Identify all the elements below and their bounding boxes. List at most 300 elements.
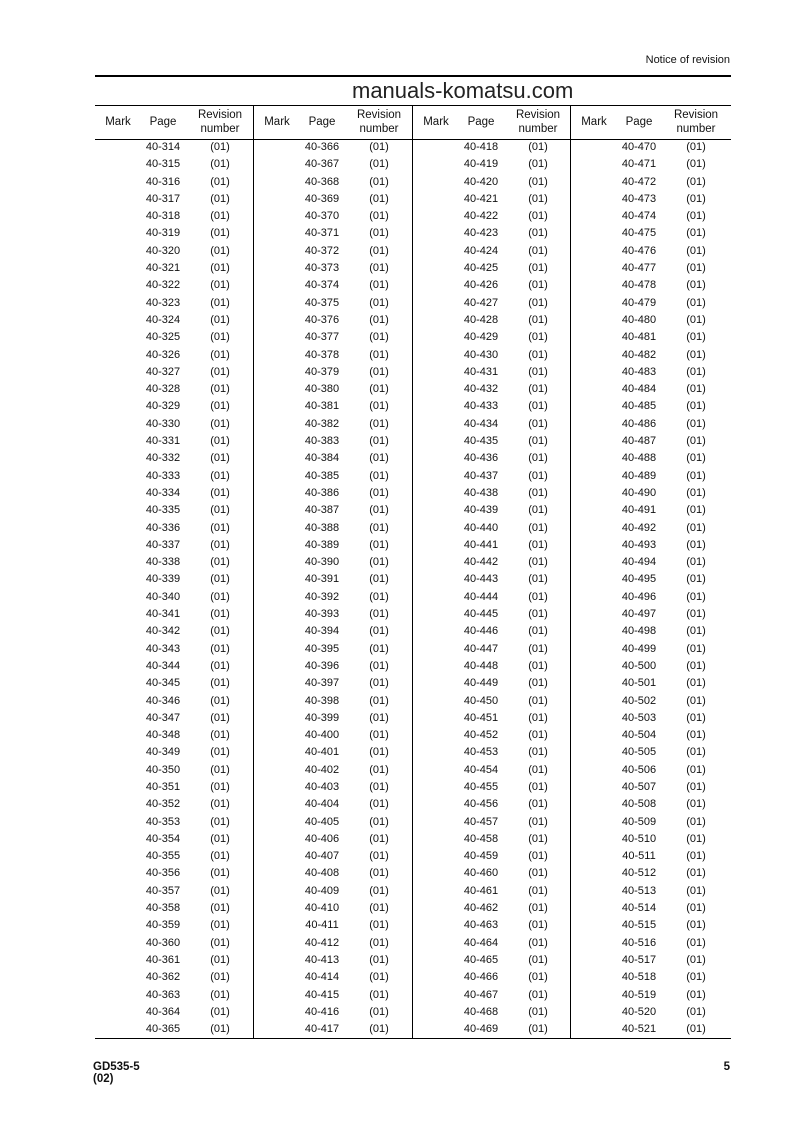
revision-cell: (01)	[686, 936, 706, 949]
header-mark: Mark	[264, 116, 290, 128]
revision-cell: (01)	[528, 763, 548, 776]
table-row	[571, 262, 729, 279]
table-row	[413, 470, 571, 487]
revision-cell: (01)	[210, 677, 230, 690]
revision-cell: (01)	[369, 538, 389, 551]
revision-cell: (01)	[528, 348, 548, 361]
page-cell: 40-357	[145, 884, 181, 897]
page-cell: 40-374	[304, 279, 340, 292]
page-cell: 40-495	[621, 573, 657, 586]
revision-cell: (01)	[369, 486, 389, 499]
revision-cell: (01)	[528, 573, 548, 586]
revision-cell: (01)	[369, 590, 389, 603]
revision-cell: (01)	[210, 521, 230, 534]
page-cell: 40-480	[621, 313, 657, 326]
table-row	[413, 522, 571, 539]
table-row	[413, 833, 571, 850]
page-cell: 40-386	[304, 486, 340, 499]
revision-cell: (01)	[210, 296, 230, 309]
revision-cell: (01)	[686, 452, 706, 465]
revision-cell: (01)	[369, 711, 389, 724]
revision-cell: (01)	[210, 902, 230, 915]
page-cell: 40-397	[304, 677, 340, 690]
revision-cell: (01)	[369, 296, 389, 309]
table-row	[571, 383, 729, 400]
table-row	[95, 245, 253, 262]
revision-cell: (01)	[528, 1023, 548, 1036]
revision-cell: (01)	[210, 988, 230, 1001]
table-row	[254, 176, 412, 193]
table-row	[254, 141, 412, 158]
header-revision-line1: Revision	[356, 109, 402, 121]
table-rows	[254, 141, 412, 1040]
revision-cell: (01)	[369, 452, 389, 465]
table-rows	[413, 141, 571, 1040]
revision-cell: (01)	[686, 227, 706, 240]
page-cell: 40-460	[463, 867, 499, 880]
table-header	[95, 106, 253, 139]
table-row	[95, 556, 253, 573]
header-rule	[95, 75, 731, 77]
revision-cell: (01)	[210, 504, 230, 517]
table-row	[95, 314, 253, 331]
page-cell: 40-373	[304, 262, 340, 275]
page-cell: 40-516	[621, 936, 657, 949]
revision-cell: (01)	[528, 158, 548, 171]
page-cell: 40-404	[304, 798, 340, 811]
page-cell: 40-381	[304, 400, 340, 413]
table-row	[571, 885, 729, 902]
page-cell: 40-500	[621, 659, 657, 672]
page-cell: 40-439	[463, 504, 499, 517]
revision-cell: (01)	[686, 677, 706, 690]
revision-cell: (01)	[369, 573, 389, 586]
table-row	[95, 850, 253, 867]
page-cell: 40-409	[304, 884, 340, 897]
page-cell: 40-382	[304, 417, 340, 430]
table-row	[95, 522, 253, 539]
page-cell: 40-518	[621, 971, 657, 984]
page-cell: 40-506	[621, 763, 657, 776]
page-cell: 40-514	[621, 902, 657, 915]
table-row	[571, 314, 729, 331]
table-row	[254, 867, 412, 884]
page-cell: 40-466	[463, 971, 499, 984]
header-mark: Mark	[423, 116, 449, 128]
revision-cell: (01)	[686, 850, 706, 863]
table-row	[571, 902, 729, 919]
revision-cell: (01)	[369, 677, 389, 690]
page-cell: 40-515	[621, 919, 657, 932]
page-cell: 40-380	[304, 383, 340, 396]
revision-cell: (01)	[210, 590, 230, 603]
table-row	[571, 695, 729, 712]
table-row	[571, 971, 729, 988]
table-row	[571, 522, 729, 539]
revision-cell: (01)	[686, 141, 706, 153]
page-cell: 40-403	[304, 780, 340, 793]
table-row	[95, 176, 253, 193]
page-cell: 40-318	[145, 210, 181, 223]
revision-cell: (01)	[210, 486, 230, 499]
revision-cell: (01)	[210, 746, 230, 759]
table-row	[413, 435, 571, 452]
page-cell: 40-364	[145, 1005, 181, 1018]
revision-cell: (01)	[210, 417, 230, 430]
revision-cell: (01)	[528, 521, 548, 534]
table-row	[254, 487, 412, 504]
page-cell: 40-481	[621, 331, 657, 344]
page-cell: 40-513	[621, 884, 657, 897]
table-row	[571, 850, 729, 867]
page-cell: 40-329	[145, 400, 181, 413]
page-cell: 40-452	[463, 729, 499, 742]
table-group	[254, 106, 412, 1036]
revision-cell: (01)	[369, 850, 389, 863]
watermark: manuals-komatsu.com	[352, 78, 574, 103]
revision-cell: (01)	[210, 1005, 230, 1018]
revision-cell: (01)	[210, 383, 230, 396]
table-row	[413, 349, 571, 366]
revision-cell: (01)	[210, 348, 230, 361]
page-cell: 40-455	[463, 780, 499, 793]
revision-cell: (01)	[369, 780, 389, 793]
page-cell: 40-321	[145, 262, 181, 275]
revision-cell: (01)	[210, 141, 230, 153]
page-cell: 40-446	[463, 625, 499, 638]
revision-cell: (01)	[210, 694, 230, 707]
table-row	[413, 625, 571, 642]
table-row	[254, 746, 412, 763]
revision-cell: (01)	[210, 400, 230, 413]
revision-cell: (01)	[210, 452, 230, 465]
table-row	[95, 971, 253, 988]
revision-cell: (01)	[686, 608, 706, 621]
page-cell: 40-352	[145, 798, 181, 811]
table-row	[413, 643, 571, 660]
table-row	[254, 885, 412, 902]
table-row	[95, 331, 253, 348]
page-cell: 40-355	[145, 850, 181, 863]
table-row	[413, 1006, 571, 1023]
table-row	[95, 902, 253, 919]
page-cell: 40-412	[304, 936, 340, 949]
table-row	[95, 643, 253, 660]
table-row	[571, 919, 729, 936]
page-cell: 40-434	[463, 417, 499, 430]
table-row	[571, 245, 729, 262]
revision-cell: (01)	[369, 625, 389, 638]
table-row	[254, 833, 412, 850]
table-row	[571, 989, 729, 1006]
page-cell: 40-491	[621, 504, 657, 517]
revision-cell: (01)	[369, 175, 389, 188]
page-cell: 40-458	[463, 832, 499, 845]
page-cell: 40-362	[145, 971, 181, 984]
revision-cell: (01)	[210, 867, 230, 880]
table-row	[254, 245, 412, 262]
table-row	[254, 608, 412, 625]
table-row	[254, 383, 412, 400]
table-row	[95, 660, 253, 677]
revision-cell: (01)	[369, 331, 389, 344]
page-cell: 40-464	[463, 936, 499, 949]
page-cell: 40-401	[304, 746, 340, 759]
page-cell: 40-326	[145, 348, 181, 361]
page-cell: 40-328	[145, 383, 181, 396]
page-cell: 40-462	[463, 902, 499, 915]
page-cell: 40-333	[145, 469, 181, 482]
page-cell: 40-349	[145, 746, 181, 759]
revision-cell: (01)	[528, 608, 548, 621]
page-cell: 40-486	[621, 417, 657, 430]
table-row	[95, 1023, 253, 1040]
revision-cell: (01)	[528, 141, 548, 153]
table-row	[95, 677, 253, 694]
table-row	[571, 643, 729, 660]
page-cell: 40-440	[463, 521, 499, 534]
revision-cell: (01)	[210, 625, 230, 638]
table-row	[95, 158, 253, 175]
revision-cell: (01)	[210, 175, 230, 188]
revision-cell: (01)	[210, 469, 230, 482]
table-row	[95, 919, 253, 936]
table-row	[254, 816, 412, 833]
table-row	[413, 176, 571, 193]
table-row	[95, 833, 253, 850]
table-row	[254, 798, 412, 815]
table-row	[571, 400, 729, 417]
revision-cell: (01)	[686, 348, 706, 361]
page-cell: 40-390	[304, 556, 340, 569]
revision-cell: (01)	[369, 694, 389, 707]
table-row	[254, 400, 412, 417]
revision-cell: (01)	[369, 729, 389, 742]
table-row	[95, 400, 253, 417]
revision-cell: (01)	[528, 417, 548, 430]
revision-cell: (01)	[686, 902, 706, 915]
header-revision	[348, 108, 410, 136]
page-cell: 40-465	[463, 953, 499, 966]
page-cell: 40-505	[621, 746, 657, 759]
revision-cell: (01)	[210, 642, 230, 655]
table-row	[254, 452, 412, 469]
table-row	[254, 470, 412, 487]
header-page: Page	[149, 116, 177, 128]
page-cell: 40-517	[621, 953, 657, 966]
revision-cell: (01)	[686, 313, 706, 326]
revision-cell: (01)	[686, 383, 706, 396]
table-row	[95, 539, 253, 556]
table-row	[254, 764, 412, 781]
revision-cell: (01)	[369, 383, 389, 396]
table-row	[95, 816, 253, 833]
page-cell: 40-413	[304, 953, 340, 966]
table-row	[571, 816, 729, 833]
page-cell: 40-420	[463, 175, 499, 188]
table-row	[413, 816, 571, 833]
page-cell: 40-426	[463, 279, 499, 292]
table-row	[254, 418, 412, 435]
table-row	[95, 141, 253, 158]
revision-cell: (01)	[210, 573, 230, 586]
revision-cell: (01)	[686, 971, 706, 984]
revision-cell: (01)	[528, 590, 548, 603]
revision-cell: (01)	[686, 365, 706, 378]
page-cell: 40-372	[304, 244, 340, 257]
page-cell: 40-337	[145, 538, 181, 551]
revision-cell: (01)	[369, 608, 389, 621]
revision-cell: (01)	[528, 383, 548, 396]
revision-cell: (01)	[210, 365, 230, 378]
page-cell: 40-332	[145, 452, 181, 465]
page-cell: 40-493	[621, 538, 657, 551]
table-row	[413, 366, 571, 383]
page-cell: 40-361	[145, 953, 181, 966]
page-cell: 40-451	[463, 711, 499, 724]
page-cell: 40-408	[304, 867, 340, 880]
table-header	[571, 106, 729, 139]
page-cell: 40-395	[304, 642, 340, 655]
table-row	[571, 1006, 729, 1023]
page-cell: 40-414	[304, 971, 340, 984]
page-cell: 40-319	[145, 227, 181, 240]
page-cell: 40-485	[621, 400, 657, 413]
revision-cell: (01)	[210, 953, 230, 966]
revision-cell: (01)	[369, 279, 389, 292]
page-cell: 40-473	[621, 192, 657, 205]
table-row	[254, 158, 412, 175]
page-cell: 40-365	[145, 1023, 181, 1036]
page-cell: 40-343	[145, 642, 181, 655]
revision-cell: (01)	[528, 192, 548, 205]
table-row	[571, 227, 729, 244]
table-row	[413, 539, 571, 556]
revision-cell: (01)	[686, 642, 706, 655]
table-row	[571, 954, 729, 971]
table-header	[413, 106, 571, 139]
table-row	[571, 798, 729, 815]
page-cell: 40-389	[304, 538, 340, 551]
table-row	[254, 919, 412, 936]
page-cell: 40-392	[304, 590, 340, 603]
table-row	[571, 418, 729, 435]
table-row	[571, 193, 729, 210]
table-row	[95, 349, 253, 366]
page-cell: 40-336	[145, 521, 181, 534]
revision-cell: (01)	[528, 953, 548, 966]
table-group	[571, 106, 729, 1036]
page-cell: 40-471	[621, 158, 657, 171]
revision-cell: (01)	[686, 279, 706, 292]
page-cell: 40-457	[463, 815, 499, 828]
table-row	[95, 573, 253, 590]
table-row	[571, 331, 729, 348]
table-row	[413, 798, 571, 815]
revision-cell: (01)	[210, 884, 230, 897]
table-header-rule	[95, 139, 731, 140]
page-cell: 40-428	[463, 313, 499, 326]
page-cell: 40-398	[304, 694, 340, 707]
table-row	[95, 279, 253, 296]
table-row	[95, 262, 253, 279]
table-row	[254, 954, 412, 971]
revision-cell: (01)	[369, 365, 389, 378]
revision-cell: (01)	[369, 313, 389, 326]
page-cell: 40-443	[463, 573, 499, 586]
header-revision-line1: Revision	[515, 109, 561, 121]
page-cell: 40-325	[145, 331, 181, 344]
revision-cell: (01)	[686, 780, 706, 793]
table-row	[95, 867, 253, 884]
table-row	[413, 452, 571, 469]
page-cell: 40-501	[621, 677, 657, 690]
page-cell: 40-416	[304, 1005, 340, 1018]
table-row	[571, 781, 729, 798]
page-cell: 40-510	[621, 832, 657, 845]
model-number: GD535-5	[93, 1061, 140, 1073]
page-cell: 40-396	[304, 659, 340, 672]
revision-cell: (01)	[528, 331, 548, 344]
table-row	[571, 210, 729, 227]
table-row	[254, 729, 412, 746]
page-cell: 40-442	[463, 556, 499, 569]
table-row	[571, 176, 729, 193]
revision-cell: (01)	[686, 953, 706, 966]
page-cell: 40-331	[145, 435, 181, 448]
revision-cell: (01)	[528, 988, 548, 1001]
page-cell: 40-393	[304, 608, 340, 621]
page-cell: 40-494	[621, 556, 657, 569]
revision-cell: (01)	[369, 746, 389, 759]
table-row	[254, 625, 412, 642]
table-row	[571, 435, 729, 452]
table-row	[254, 349, 412, 366]
table-header	[254, 106, 412, 139]
page-cell: 40-492	[621, 521, 657, 534]
page-cell: 40-324	[145, 313, 181, 326]
page-cell: 40-479	[621, 296, 657, 309]
page-cell: 40-366	[304, 141, 340, 153]
revision-cell: (01)	[686, 158, 706, 171]
table-row	[413, 331, 571, 348]
revision-cell: (01)	[686, 469, 706, 482]
revision-cell: (01)	[528, 832, 548, 845]
page-cell: 40-450	[463, 694, 499, 707]
page-cell: 40-377	[304, 331, 340, 344]
revision-cell: (01)	[528, 902, 548, 915]
page-cell: 40-399	[304, 711, 340, 724]
header-revision-line2: number	[676, 123, 716, 135]
page-cell: 40-444	[463, 590, 499, 603]
page-cell: 40-407	[304, 850, 340, 863]
revision-cell: (01)	[686, 659, 706, 672]
table-row	[413, 885, 571, 902]
page-cell: 40-376	[304, 313, 340, 326]
page-cell: 40-391	[304, 573, 340, 586]
revision-cell: (01)	[210, 919, 230, 932]
page-cell: 40-483	[621, 365, 657, 378]
table-row	[95, 695, 253, 712]
table-row	[413, 400, 571, 417]
table-row	[254, 556, 412, 573]
revision-cell: (01)	[210, 763, 230, 776]
page-cell: 40-400	[304, 729, 340, 742]
revision-cell: (01)	[686, 556, 706, 569]
revision-cell: (01)	[686, 746, 706, 759]
page-cell: 40-394	[304, 625, 340, 638]
table-row	[95, 746, 253, 763]
